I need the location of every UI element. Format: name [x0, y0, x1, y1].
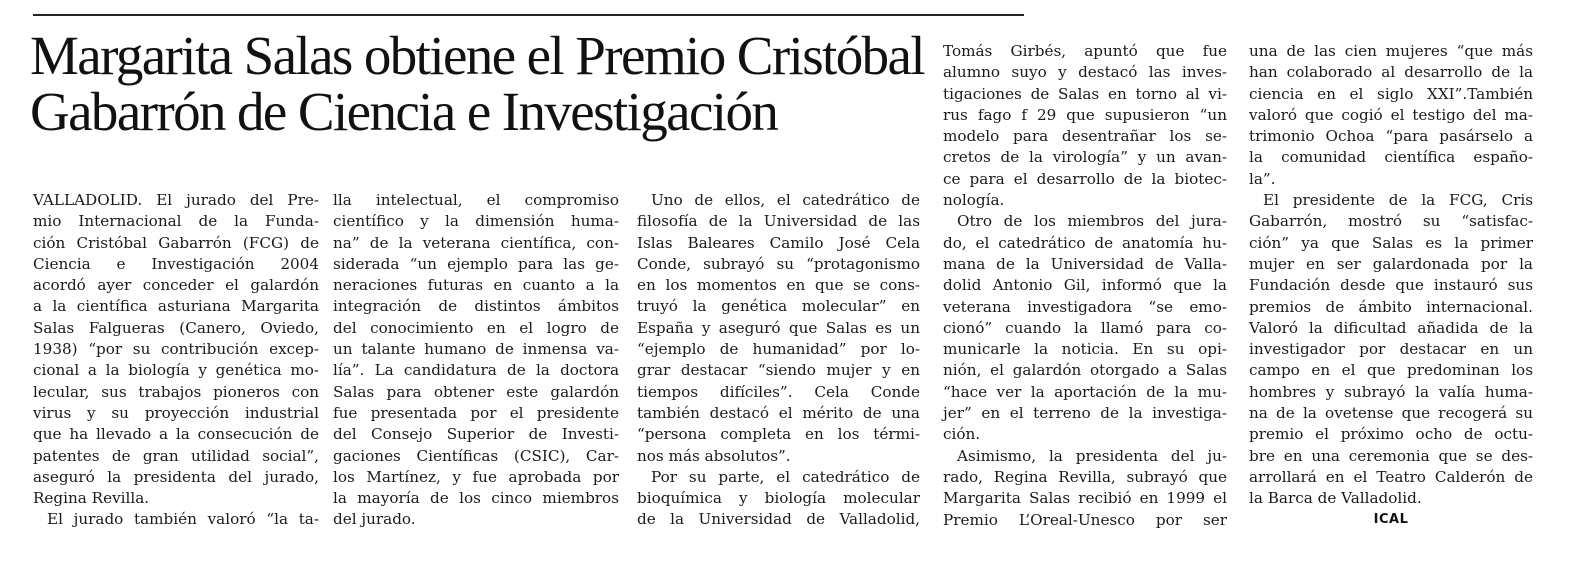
- text-line: Tomás Girbés, apuntó que fue: [943, 42, 1227, 60]
- text-line: municarle la noticia. En su opi-: [943, 340, 1227, 359]
- headline-line: Gabarrón de Ciencia e Investigación: [30, 81, 778, 142]
- text-line: la”.: [1249, 169, 1276, 188]
- text-line: tigaciones de Salas en torno al vi-: [943, 84, 1227, 103]
- text-line: Margarita Salas recibió en 1999 el: [943, 489, 1227, 508]
- text-line: bre en una ceremonia que se des-: [1249, 446, 1533, 465]
- text-line: también destacó el mérito de una: [637, 403, 920, 422]
- text-line: cional a la biología y genética mo-: [33, 361, 319, 380]
- text-line: Premio L’Oreal-Unesco por ser: [943, 510, 1227, 529]
- text-line: Islas Baleares Camilo José Cela: [637, 233, 920, 252]
- text-line: filosofía de la Universidad de las: [637, 212, 920, 231]
- article-headline: [30, 25, 935, 142]
- article-column-5: [1249, 41, 1533, 510]
- text-line: del conocimiento en el logro de: [333, 318, 619, 337]
- text-line: tiempos difíciles”. Cela Conde: [637, 382, 920, 401]
- text-line: arrollará en el Teatro Calderón de: [1249, 467, 1533, 486]
- agency-signature: ICAL: [1373, 512, 1409, 527]
- text-line: los Martínez, y fue aprobada por: [333, 467, 619, 486]
- text-line: VALLADOLID. El jurado del Pre-: [33, 191, 319, 209]
- text-line: El jurado también valoró “la ta-: [47, 510, 319, 529]
- text-line: Regina Revilla.: [33, 489, 150, 508]
- text-line: mana de la Universidad de Valla-: [943, 254, 1227, 273]
- text-line: 1938) “por su contribución excep-: [33, 340, 319, 359]
- text-line: científico y la dimensión huma-: [333, 212, 619, 231]
- text-line: acordó ayer conceder el galardón: [33, 276, 319, 295]
- top-rule: [33, 14, 1024, 16]
- text-line: del jurado.: [333, 510, 416, 529]
- text-line: lla intelectual, el compromiso: [333, 191, 619, 209]
- text-line: na de la ovetense que recogerá su: [1249, 404, 1533, 423]
- article-column-4: [943, 41, 1227, 531]
- text-line: truyó la genética molecular” en: [637, 297, 920, 316]
- text-line: Otro de los miembros del jura-: [957, 212, 1227, 231]
- text-line: “hace ver la aportación de la mu-: [943, 382, 1227, 401]
- text-line: do, el catedrático de anatomía hu-: [943, 233, 1227, 252]
- text-line: alumno suyo y destacó las inves-: [943, 63, 1227, 82]
- text-line: rado, Regina Revilla, subrayó que: [943, 467, 1227, 486]
- text-line: El presidente de la FCG, Cris: [1263, 191, 1533, 210]
- text-line: fue presentada por el presidente: [333, 403, 619, 422]
- article-column-1: [33, 190, 319, 531]
- text-line: un talante humano de inmensa va-: [333, 340, 619, 359]
- text-line: ción Cristóbal Gabarrón (FCG) de: [33, 233, 319, 252]
- text-line: veterana investigadora “se emo-: [943, 297, 1227, 316]
- text-line: ción” ya que Salas es la primer: [1249, 233, 1533, 252]
- text-line: ce para el desarrollo de la biotec-: [943, 169, 1227, 188]
- text-line: virus y su proyección industrial: [33, 403, 319, 422]
- text-line: la comunidad científica españo-: [1249, 148, 1533, 167]
- text-line: Ciencia e Investigación 2004: [33, 254, 319, 273]
- headline-line: Margarita Salas obtiene el Premio Cristóbal: [30, 25, 924, 86]
- text-line: cretos de la virología” y un avan-: [943, 148, 1227, 167]
- text-line: Por su parte, el catedrático de: [651, 467, 920, 486]
- text-line: España y aseguró que Salas es un: [637, 318, 920, 337]
- text-line: Asimismo, la presidenta del ju-: [957, 446, 1227, 465]
- text-line: la mayoría de los cinco miembros: [333, 489, 619, 508]
- text-line: ciencia en el siglo XXI”.También: [1249, 84, 1533, 103]
- text-line: del Consejo Superior de Investi-: [333, 425, 619, 444]
- text-line: en los momentos en que se cons-: [637, 276, 920, 295]
- text-line: de la Universidad de Valladolid,: [637, 510, 920, 529]
- text-line: jer” en el terreno de la investiga-: [943, 404, 1227, 423]
- text-line: patentes de gran utilidad social”,: [33, 446, 319, 465]
- text-line: cionó” cuando la llamó para co-: [943, 318, 1227, 337]
- text-line: Conde, subrayó su “protagonismo: [637, 254, 920, 273]
- text-line: “persona completa en los térmi-: [637, 425, 920, 444]
- text-line: nión, el galardón otorgado a Salas: [943, 361, 1227, 380]
- text-line: grar destacar “siendo mujer y en: [637, 361, 920, 380]
- text-line: Fundación desde que instauró sus: [1249, 276, 1533, 295]
- text-line: premio el próximo ocho de octu-: [1249, 425, 1533, 444]
- article-column-2: [333, 190, 619, 531]
- text-line: bioquímica y biología molecular: [637, 489, 920, 508]
- article-column-3: [637, 190, 920, 531]
- text-line: siderada “un ejemplo para las ge-: [333, 254, 619, 273]
- text-line: lía”. La candidatura de la doctora: [333, 361, 619, 380]
- text-line: hombres y subrayó la valía huma-: [1249, 382, 1533, 401]
- text-line: na” de la veterana científica, con-: [333, 233, 619, 252]
- text-line: una de las cien mujeres “que más: [1249, 42, 1533, 60]
- text-line: “ejemplo de humanidad” por lo-: [637, 340, 920, 359]
- text-line: valoró que cogió el testigo del ma-: [1249, 105, 1533, 124]
- text-line: investigador por destacar en un: [1249, 340, 1533, 359]
- text-line: dolid Antonio Gil, informó que la: [943, 276, 1227, 295]
- text-line: campo en el que predominan los: [1249, 361, 1533, 380]
- text-line: trimonio Ochoa “para pasárselo a: [1249, 127, 1533, 146]
- text-line: premios de ámbito internacional.: [1249, 297, 1533, 316]
- text-line: nos más absolutos”.: [637, 446, 791, 465]
- text-line: Uno de ellos, el catedrático de: [651, 191, 920, 209]
- text-line: ción.: [943, 425, 981, 444]
- text-line: gaciones Científicas (CSIC), Car-: [333, 446, 619, 465]
- text-line: Salas Falgueras (Canero, Oviedo,: [33, 318, 319, 337]
- text-line: neraciones futuras en cuanto a la: [333, 276, 619, 295]
- text-line: modelo para desentrañar los se-: [943, 127, 1227, 146]
- text-line: han colaborado al desarrollo de la: [1249, 63, 1533, 82]
- text-line: que ha llevado a la consecución de: [33, 425, 319, 444]
- text-line: mio Internacional de la Funda-: [33, 212, 319, 231]
- text-line: a la científica asturiana Margarita: [33, 297, 319, 316]
- text-line: la Barca de Valladolid.: [1249, 489, 1422, 508]
- text-line: aseguró la presidenta del jurado,: [33, 467, 319, 486]
- text-line: Salas para obtener este galardón: [333, 382, 619, 401]
- text-line: rus fago f 29 que supusieron “un: [943, 105, 1227, 124]
- text-line: nología.: [943, 191, 1005, 210]
- text-line: Valoró la dificultad añadida de la: [1249, 318, 1533, 337]
- text-line: integración de distintos ámbitos: [333, 297, 619, 316]
- text-line: Gabarrón, mostró su “satisfac-: [1249, 212, 1533, 231]
- text-line: lecular, sus trabajos pioneros con: [33, 382, 319, 401]
- text-line: mujer en ser galardonada por la: [1249, 254, 1533, 273]
